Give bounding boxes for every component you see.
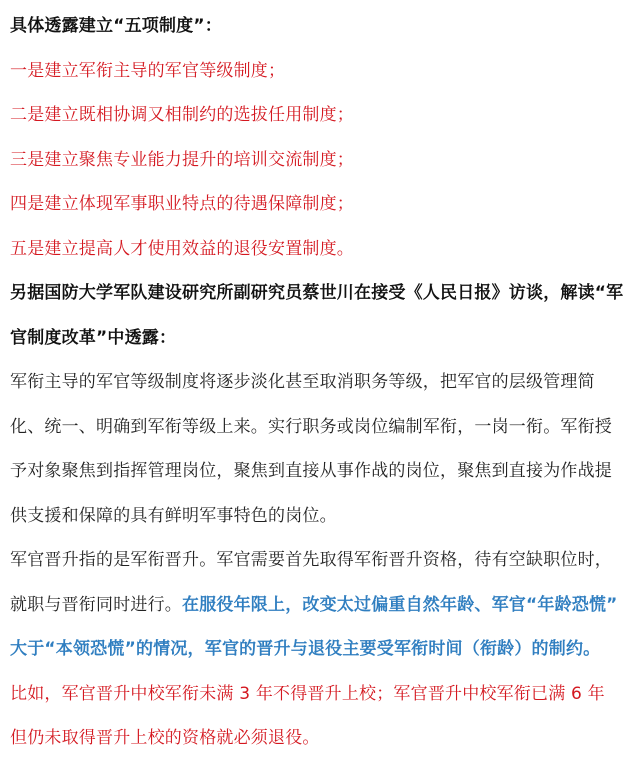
intro-paragraph xyxy=(10,271,630,360)
paragraph2-line-4-example: 比如，军官晋升中校军衔未满 3 年不得晋升上校；军官晋升中校军衔已满 6 年 xyxy=(10,683,605,704)
paragraph1-line-1: 军衔主导的军官等级制度将逐步淡化甚至取消职务等级，把军官的层级管理简 xyxy=(10,372,595,392)
paragraph-promotion xyxy=(10,538,630,761)
intro-line-1: 另据国防大学军队建设研究所副研究员蔡世川在接受《人民日报》访谈，解读“军 xyxy=(10,283,624,303)
paragraph2-line-2-plain: 就职与晋衔同时进行。 xyxy=(10,594,182,615)
paragraph2-line-2-highlight: 在服役年限上，改变太过偏重自然年龄、军官“年龄恐慌” xyxy=(182,594,618,615)
paragraph2-line-5-example: 但仍未取得晋升上校的资格就必须退役。 xyxy=(10,728,320,748)
system-item-3: 三是建立聚焦专业能力提升的培训交流制度； xyxy=(10,149,354,170)
paragraph2-line-3-highlight: 大于“本领恐慌”的情况，军官的晋升与退役主要受军衔时间（衔龄）的制约。 xyxy=(10,639,601,659)
system-item-1: 一是建立军衔主导的军官等级制度； xyxy=(10,60,286,81)
system-item-5: 五是建立提高人才使用效益的退役安置制度。 xyxy=(10,238,354,259)
paragraph1-line-2: 化、统一、明确到军衔等级上来。实行职务或岗位编制军衔，一岗一衔。军衔授 xyxy=(10,416,612,437)
heading-five-systems: 具体透露建立“五项制度”： xyxy=(10,16,222,36)
system-list xyxy=(10,49,630,272)
paragraph1-line-4: 供支援和保障的具有鲜明军事特色的岗位。 xyxy=(10,505,337,526)
system-item-4: 四是建立体现军事职业特点的待遇保障制度； xyxy=(10,194,354,214)
paragraph2-line-2 xyxy=(10,583,630,628)
paragraph-rank-system xyxy=(10,360,630,538)
paragraph1-line-3: 予对象聚焦到指挥管理岗位，聚焦到直接从事作战的岗位，聚焦到直接为作战提 xyxy=(10,461,612,481)
paragraph2-line-1: 军官晋升指的是军衔晋升。军官需要首先取得军衔晋升资格，待有空缺职位时， xyxy=(10,550,612,570)
system-item-2: 二是建立既相协调又相制约的选拔任用制度； xyxy=(10,105,354,125)
intro-line-2: 官制度改革”中透露： xyxy=(10,327,177,348)
